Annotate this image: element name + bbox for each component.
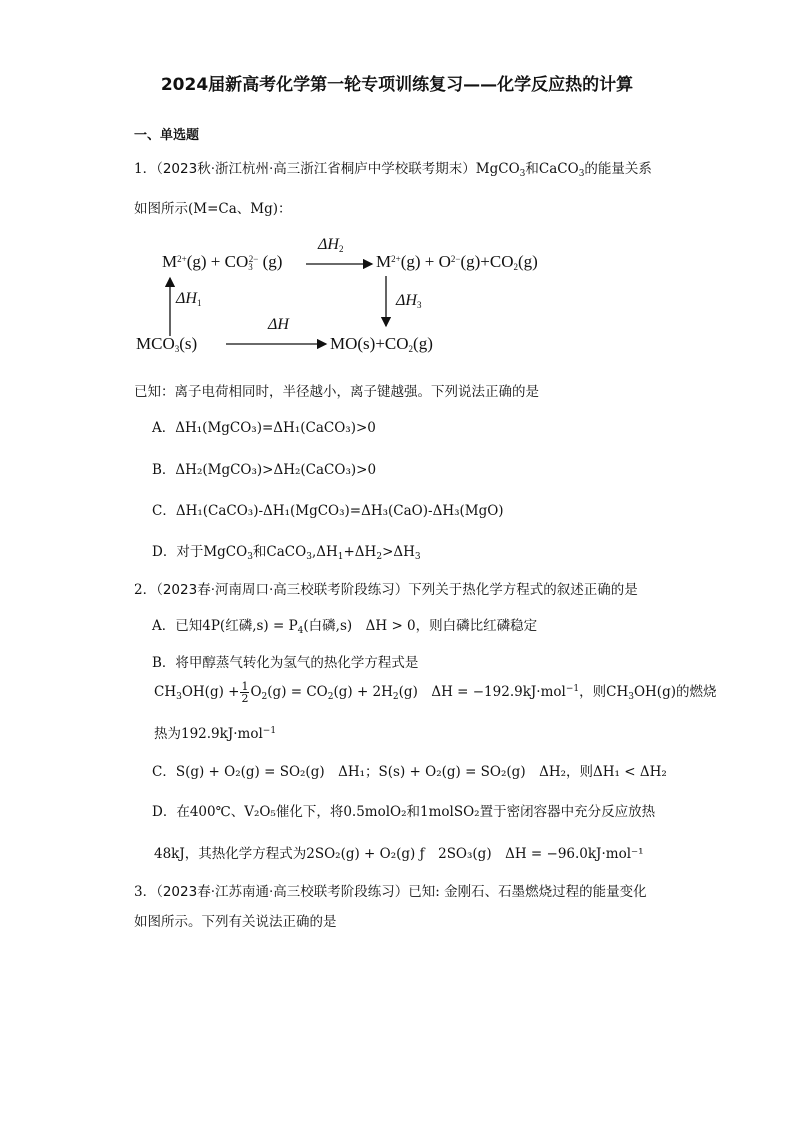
q3-stem-line2: 如图所示。下列有关说法正确的是 bbox=[134, 914, 337, 930]
q1-stem-line2: 如图所示(M=Ca、Mg)： bbox=[134, 201, 292, 217]
q2-option-c: C．S(g) + O₂(g) = SO₂(g) ΔH₁；S(s) + O₂(g) = SO₂(g) ΔH₂，则ΔH₁ < ΔH₂ bbox=[152, 764, 667, 780]
q2-option-b-equation: $CH_3OH(g)$ + $\frac{1}{2}$ $O_2(g) = CO_2(g) + 2H_2(g)$ ΔH = −192.9kJ·mol$^{-1}$，则$CH_3OH(g)$的燃烧 bbox=[154, 680, 717, 705]
energy-cycle-diagram bbox=[134, 234, 574, 359]
q1-number: 1． bbox=[134, 161, 157, 177]
diagram-right-top: $M^{2+}(g) + O^{2-}(g)+CO_2(g)$ bbox=[376, 252, 538, 272]
diagram-bottom-right: $MO(s)+CO_2(g)$ bbox=[330, 334, 433, 354]
q2-option-d: D．在400℃、V₂O₅催化下，将0.5molO₂和1molSO₂置于密闭容器中充分反应放热 bbox=[152, 804, 656, 820]
q1-stem: 1．（2023秋·浙江杭州·高三浙江省桐庐中学校联考期末）MgCO$_3$和CaCO$_3$的能量关系 bbox=[134, 161, 652, 179]
label-dh: ΔH bbox=[268, 316, 289, 333]
label-dh1: $\Delta H_1$ bbox=[176, 290, 202, 308]
q2-option-d-line2: 48kJ，其热化学方程式为2SO₂(g) + O₂(g) ƒ 2SO₃(g) ΔH = −96.0kJ·mol⁻¹ bbox=[154, 846, 644, 862]
q2-number: 2． bbox=[134, 582, 157, 598]
q1-source: （2023秋·浙江杭州·高三浙江省桐庐中学校联考期末） bbox=[156, 161, 476, 177]
q1-option-c: C．ΔH₁(CaCO₃)-ΔH₁(MgCO₃)=ΔH₃(CaO)-ΔH₃(MgO) bbox=[152, 503, 504, 519]
q1-option-d: D．对于MgCO$_3$和$CaCO_3,\Delta H_1+\Delta H_2>\Delta H_3$ bbox=[152, 544, 421, 562]
q1-option-b: B．ΔH₂(MgCO₃)>ΔH₂(CaCO₃)>0 bbox=[152, 462, 377, 478]
label-dh3: $\Delta H_3$ bbox=[396, 292, 422, 310]
page-title: 2024届新高考化学第一轮专项训练复习——化学反应热的计算 bbox=[160, 75, 634, 95]
q3-source: （2023春·江苏南通·高三校联考阶段练习） bbox=[156, 884, 409, 900]
q1-known: 已知：离子电荷相同时，半径越小，离子键越强。下列说法正确的是 bbox=[134, 384, 539, 400]
q2-source: （2023春·河南周口·高三校联考阶段练习） bbox=[156, 582, 409, 598]
diagram-bottom-left: $MCO_3(s)$ bbox=[136, 334, 198, 354]
q1-option-a: A．ΔH₁(MgCO₃)=ΔH₁(CaCO₃)>0 bbox=[152, 420, 376, 436]
q3-stem: 3．（2023春·江苏南通·高三校联考阶段练习）已知: 金刚石、石墨燃烧过程的能量变化 bbox=[134, 884, 647, 900]
section-heading: 一、单选题 bbox=[134, 128, 200, 143]
q2-option-b-line3: 热为192.9kJ·mol$^{-1}$ bbox=[154, 726, 277, 742]
q2-option-b: B．将甲醇蒸气转化为氢气的热化学方程式是 bbox=[152, 655, 419, 671]
q2-option-a: A．已知4P(红磷$,s) = P_4$(白磷,s) ΔH > 0，则白磷比红磷稳定 bbox=[152, 618, 538, 636]
q2-stem: 2．（2023春·河南周口·高三校联考阶段练习）下列关于热化学方程式的叙述正确的是 bbox=[134, 582, 638, 598]
q3-number: 3． bbox=[134, 884, 157, 900]
label-dh2: $\Delta H_2$ bbox=[318, 236, 344, 254]
diagram-left-top: $M^{2+}(g) + CO_3^{2-}$ (g) bbox=[162, 252, 283, 272]
